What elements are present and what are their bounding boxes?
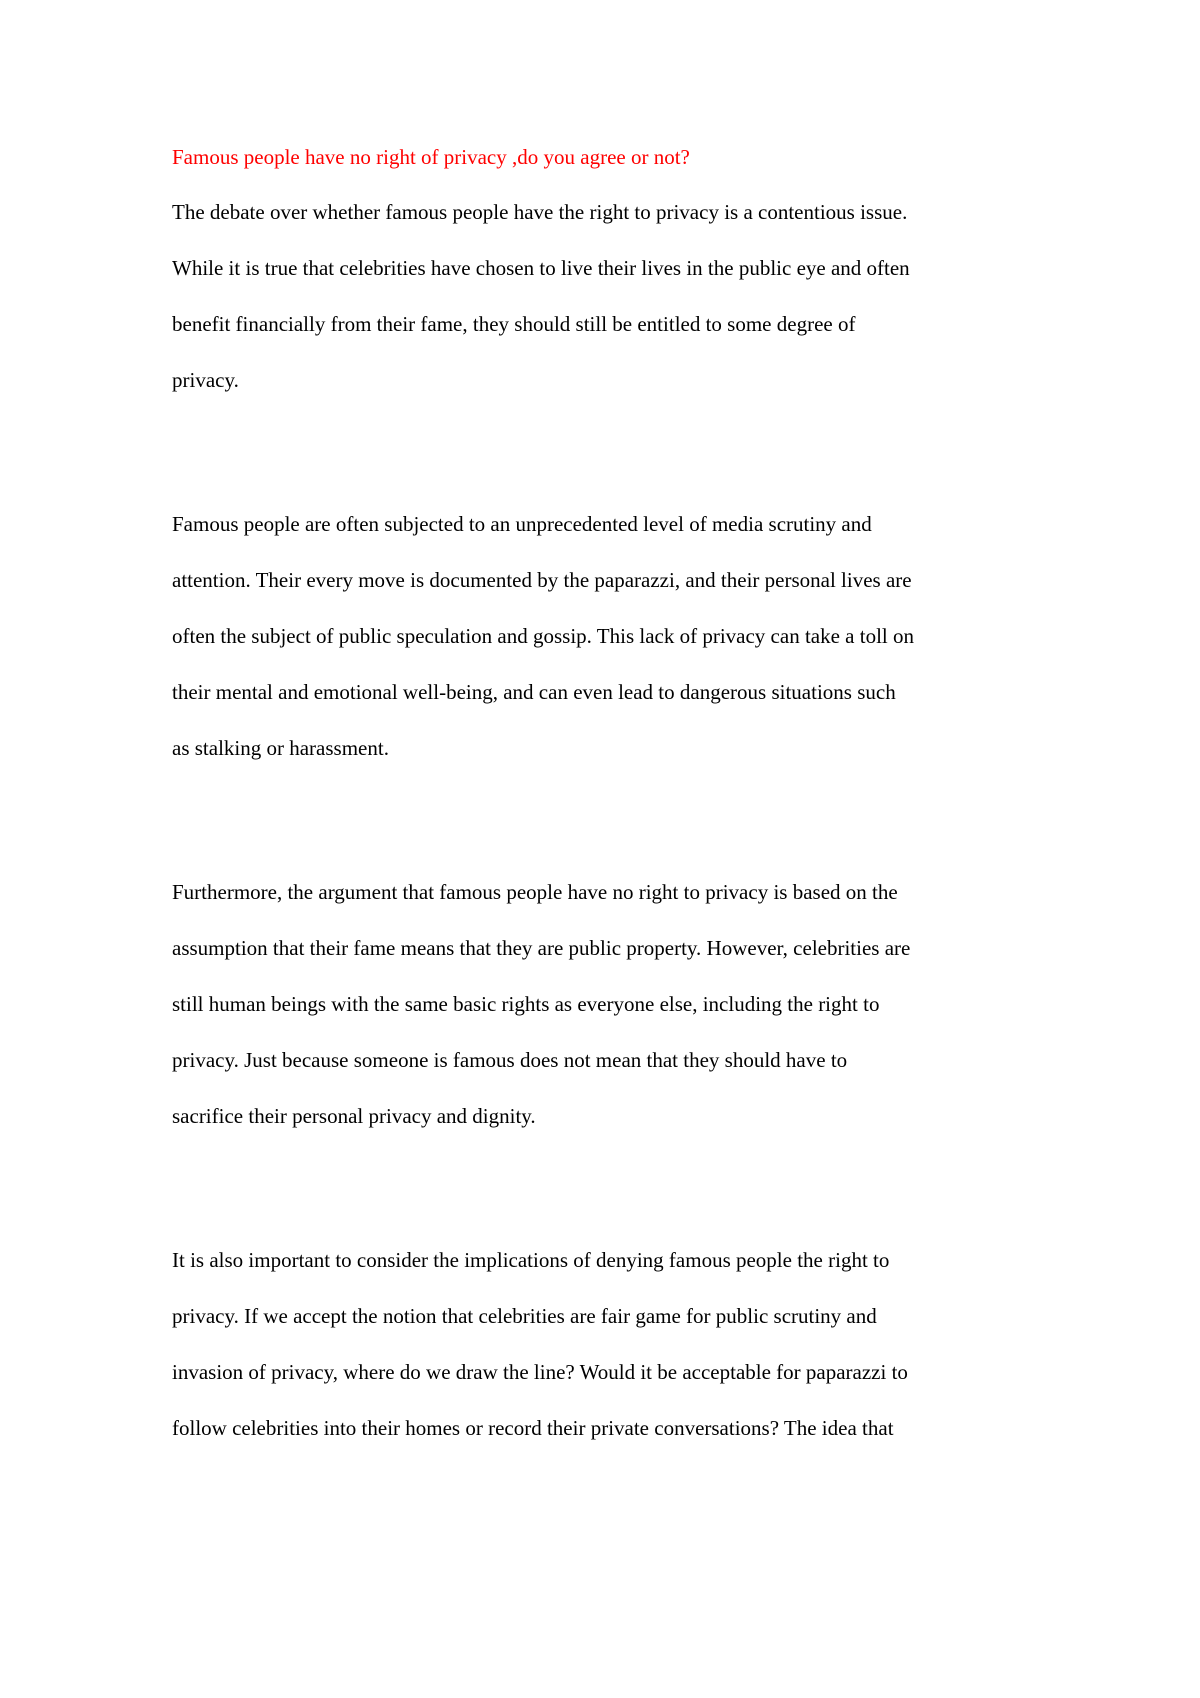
paragraph-line: as stalking or harassment. bbox=[172, 736, 389, 760]
paragraph-line: privacy. If we accept the notion that celebrities are fair game for public scrutiny and bbox=[172, 1304, 877, 1328]
paragraph-line: invasion of privacy, where do we draw the line? Would it be acceptable for paparazzi to bbox=[172, 1360, 908, 1384]
paragraph-line: their mental and emotional well-being, and can even lead to dangerous situations such bbox=[172, 680, 896, 704]
document-title: Famous people have no right of privacy ,do you agree or not? bbox=[172, 145, 690, 169]
paragraph-1 bbox=[172, 184, 1042, 408]
paragraph-line: assumption that their fame means that they are public property. However, celebrities are bbox=[172, 936, 911, 960]
paragraph-line: Furthermore, the argument that famous people have no right to privacy is based on the bbox=[172, 880, 898, 904]
paragraph-line: The debate over whether famous people have the right to privacy is a contentious issue. bbox=[172, 200, 908, 224]
paragraph-4 bbox=[172, 1232, 1042, 1456]
paragraph-line: often the subject of public speculation and gossip. This lack of privacy can take a toll on bbox=[172, 624, 914, 648]
paragraph-line: privacy. bbox=[172, 368, 239, 392]
paragraph-spacer bbox=[172, 408, 1042, 496]
paragraph-line: still human beings with the same basic rights as everyone else, including the right to bbox=[172, 992, 880, 1016]
paragraph-2 bbox=[172, 496, 1042, 776]
paragraph-spacer bbox=[172, 776, 1042, 864]
paragraph-line: follow celebrities into their homes or record their private conversations? The idea that bbox=[172, 1416, 894, 1440]
paragraph-line: attention. Their every move is documented by the paparazzi, and their personal lives are bbox=[172, 568, 912, 592]
paragraph-3 bbox=[172, 864, 1042, 1144]
paragraph-line: sacrifice their personal privacy and dignity. bbox=[172, 1104, 536, 1128]
paragraph-line: privacy. Just because someone is famous does not mean that they should have to bbox=[172, 1048, 848, 1072]
paragraph-line: It is also important to consider the implications of denying famous people the right to bbox=[172, 1248, 890, 1272]
paragraph-line: While it is true that celebrities have chosen to live their lives in the public eye and often bbox=[172, 256, 910, 280]
paragraph-line: Famous people are often subjected to an unprecedented level of media scrutiny and bbox=[172, 512, 872, 536]
paragraph-line: benefit financially from their fame, they should still be entitled to some degree of bbox=[172, 312, 856, 336]
paragraph-spacer bbox=[172, 1144, 1042, 1232]
document-body bbox=[172, 142, 1042, 1456]
